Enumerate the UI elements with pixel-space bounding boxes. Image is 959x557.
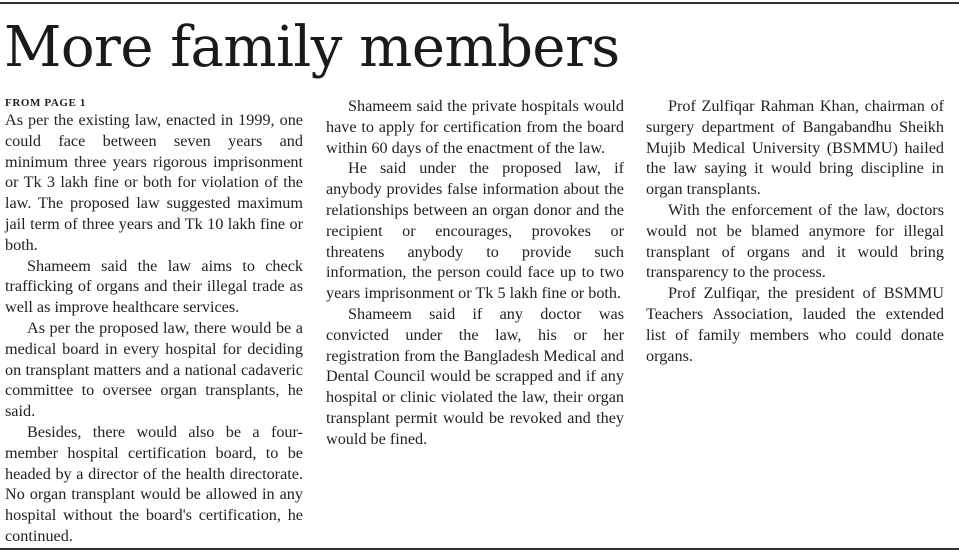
top-rule — [0, 2, 959, 4]
headline: More family members — [4, 15, 620, 80]
column-2 — [326, 96, 624, 450]
paragraph-1: As per the existing law, enacted in 1999, one could face between seven years and minimum three years rigorous imprisonment or Tk 3 lakh fine or both for violation of the law. The proposed law suggested maximum jail term of three years and Tk 10 lakh fine or both. — [5, 111, 303, 254]
column-3 — [646, 96, 944, 366]
paragraph-5: Shameem said the private hospitals would have to apply for certification from the board within 60 days of the enactment of the law. — [326, 97, 624, 157]
paragraph-9: With the enforcement of the law, doctors would not be blamed anymore for illegal transplant of organs and it would bring transparency to the process. — [646, 200, 944, 282]
paragraph-2: Shameem said the law aims to check trafficking of organs and their illegal trade as well as improve healthcare services. — [5, 256, 303, 317]
paragraph-8: Prof Zulfiqar Rahman Khan, chairman of surgery department of Bangabandhu Sheikh Mujib Medical University (BSMMU) hailed the law saying it would bring discipline in organ transplants. — [646, 97, 944, 199]
paragraph-6: He said under the proposed law, if anybody provides false information about the relationships between an organ donor and the recipient or encourages, provokes or threatens anybody to provide such information, the person could face up to two years imprisonment or Tk 5 lakh fine or both. — [326, 159, 624, 303]
column-1 — [5, 96, 303, 547]
bottom-rule — [0, 548, 959, 550]
paragraph-4: Besides, there would also be a four-member hospital certification board, to be headed by a director of the health directorate. No organ transplant would be allowed in any hospital without the board's certification, he continued. — [5, 422, 303, 545]
paragraph-3: As per the proposed law, there would be a medical board in every hospital for deciding on transplant matters and a national cadaveric committee to oversee organ transplants, he said. — [5, 318, 303, 421]
paragraph-10: Prof Zulfiqar, the president of BSMMU Teachers Association, lauded the extended list of family members who could donate organs. — [646, 284, 944, 365]
paragraph-7: Shameem said if any doctor was convicted under the law, his or her registration from the Bangladesh Medical and Dental Council would be scrapped and if any hospital or clinic violated the law, their organ transplant permit would be revoked and they would be fined. — [326, 304, 624, 448]
continued-from-kicker: FROM PAGE 1 — [5, 97, 86, 109]
